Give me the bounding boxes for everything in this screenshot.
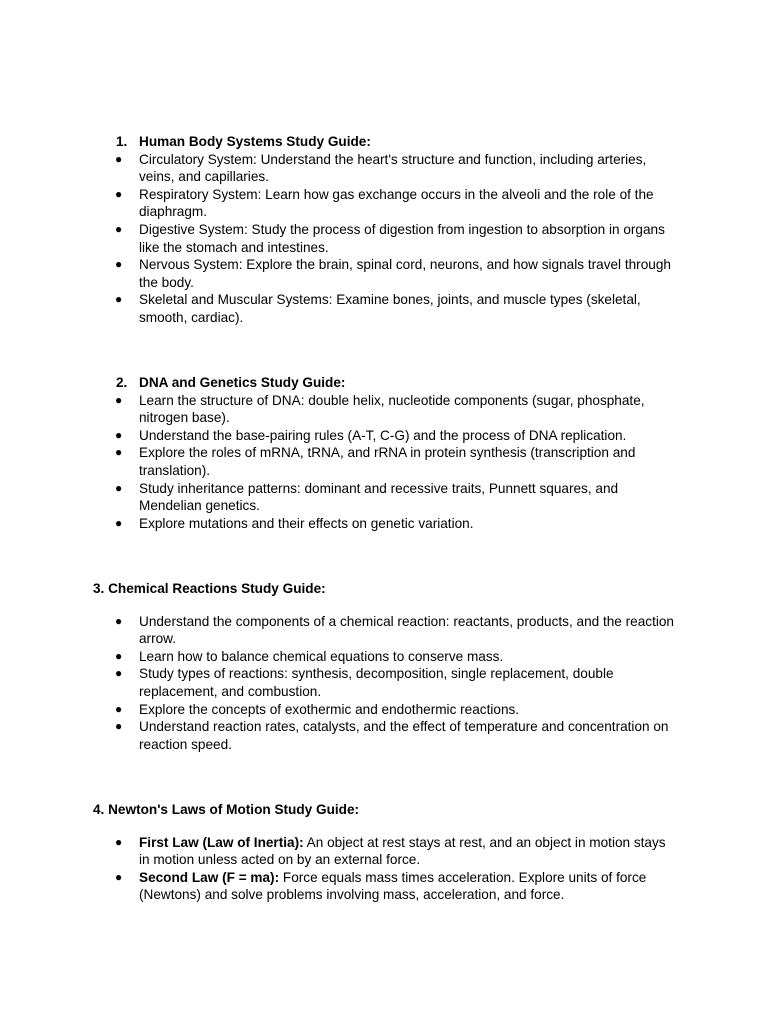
bullet-icon: ●	[115, 392, 123, 407]
list-item	[0, 186, 674, 221]
law-name: First Law (Law of Inertia):	[139, 834, 304, 850]
list-item	[0, 515, 674, 533]
section-heading	[0, 801, 768, 819]
bullet-icon: ●	[115, 151, 123, 166]
list-item	[0, 480, 674, 515]
section-heading	[0, 580, 768, 598]
list-item-text: Study inheritance patterns: dominant and recessive traits, Punnett squares, and Mendelian genetics.	[139, 480, 619, 514]
section-newtons-laws	[0, 801, 768, 904]
section-number: 2.	[116, 375, 128, 390]
list-item	[0, 869, 674, 904]
bullet-icon: ●	[115, 257, 123, 272]
list-item	[0, 444, 674, 479]
section-heading	[0, 133, 768, 151]
list-item-text: Explore mutations and their effects on genetic variation.	[139, 515, 474, 531]
bullet-icon: ●	[115, 186, 123, 201]
bullet-icon: ●	[115, 445, 123, 460]
section-heading	[0, 374, 768, 392]
bullet-list	[0, 613, 768, 754]
list-item	[0, 701, 674, 719]
list-item	[0, 718, 674, 753]
section-number: 1.	[116, 134, 128, 149]
list-item-text: Learn the structure of DNA: double helix, nucleotide components (sugar, phosphate, nitrogen base).	[139, 392, 645, 426]
bullet-icon: ●	[115, 613, 123, 628]
bullet-list	[0, 151, 768, 327]
list-item-text: Explore the roles of mRNA, tRNA, and rRNA in protein synthesis (transcription and translation).	[139, 445, 636, 478]
list-item	[0, 427, 674, 445]
law-name: Second Law (F = ma):	[139, 869, 280, 885]
section-title: Human Body Systems Study Guide:	[139, 134, 371, 149]
bullet-icon: ●	[115, 292, 123, 307]
list-item	[0, 256, 674, 291]
list-item-text: An object at rest stays at rest, and an object in motion stays in motion unless acted on by an external force.	[139, 834, 666, 868]
section-human-body	[0, 133, 768, 327]
list-item	[0, 392, 674, 427]
bullet-icon: ●	[115, 515, 123, 530]
bullet-icon: ●	[115, 648, 123, 663]
bullet-icon: ●	[115, 666, 123, 681]
list-item	[0, 613, 674, 648]
list-item-text: Digestive System: Study the process of digestion from ingestion to absorption in organs like the stomach and intestines.	[139, 221, 665, 255]
bullet-icon: ●	[115, 719, 123, 734]
section-title: 3. Chemical Reactions Study Guide:	[93, 581, 326, 596]
list-item-text: Study types of reactions: synthesis, decomposition, single replacement, double replacement, and combustion.	[139, 666, 614, 699]
bullet-list	[0, 834, 768, 904]
bullet-icon: ●	[115, 480, 123, 495]
list-item	[0, 291, 674, 326]
section-dna-genetics	[0, 374, 768, 532]
bullet-icon: ●	[115, 427, 123, 442]
list-item	[0, 151, 674, 186]
bullet-icon: ●	[115, 834, 123, 849]
list-item-text: Nervous System: Explore the brain, spinal cord, neurons, and how signals travel through the body.	[139, 257, 671, 290]
list-item	[0, 221, 674, 256]
list-item-text: Understand reaction rates, catalysts, and the effect of temperature and concentration on reaction speed.	[139, 719, 669, 752]
list-item	[0, 648, 674, 666]
list-item-text: Learn how to balance chemical equations to conserve mass.	[139, 648, 504, 664]
list-item-text: Understand the base-pairing rules (A-T, C-G) and the process of DNA replication.	[139, 427, 627, 443]
list-item-text: Circulatory System: Understand the heart's structure and function, including arteries, veins, and capillaries.	[139, 151, 647, 185]
section-title: 4. Newton's Laws of Motion Study Guide:	[93, 802, 360, 817]
section-chemical-reactions	[0, 580, 768, 753]
section-title: DNA and Genetics Study Guide:	[139, 375, 346, 390]
list-item-text: Understand the components of a chemical reaction: reactants, products, and the reaction arrow.	[139, 613, 674, 647]
list-item-text: Force equals mass times acceleration. Explore units of force (Newtons) and solve problems involving mass, acceleration, and force.	[139, 869, 647, 903]
list-item-text: Skeletal and Muscular Systems: Examine bones, joints, and muscle types (skeletal, smooth, cardiac).	[139, 292, 641, 325]
list-item	[0, 665, 674, 700]
bullet-icon: ●	[115, 221, 123, 236]
bullet-icon: ●	[115, 869, 123, 884]
list-item-text: Explore the concepts of exothermic and endothermic reactions.	[139, 701, 520, 717]
bullet-icon: ●	[115, 701, 123, 716]
list-item-text: Respiratory System: Learn how gas exchange occurs in the alveoli and the role of the diaphragm.	[139, 186, 654, 220]
bullet-list	[0, 392, 768, 533]
list-item	[0, 834, 674, 869]
